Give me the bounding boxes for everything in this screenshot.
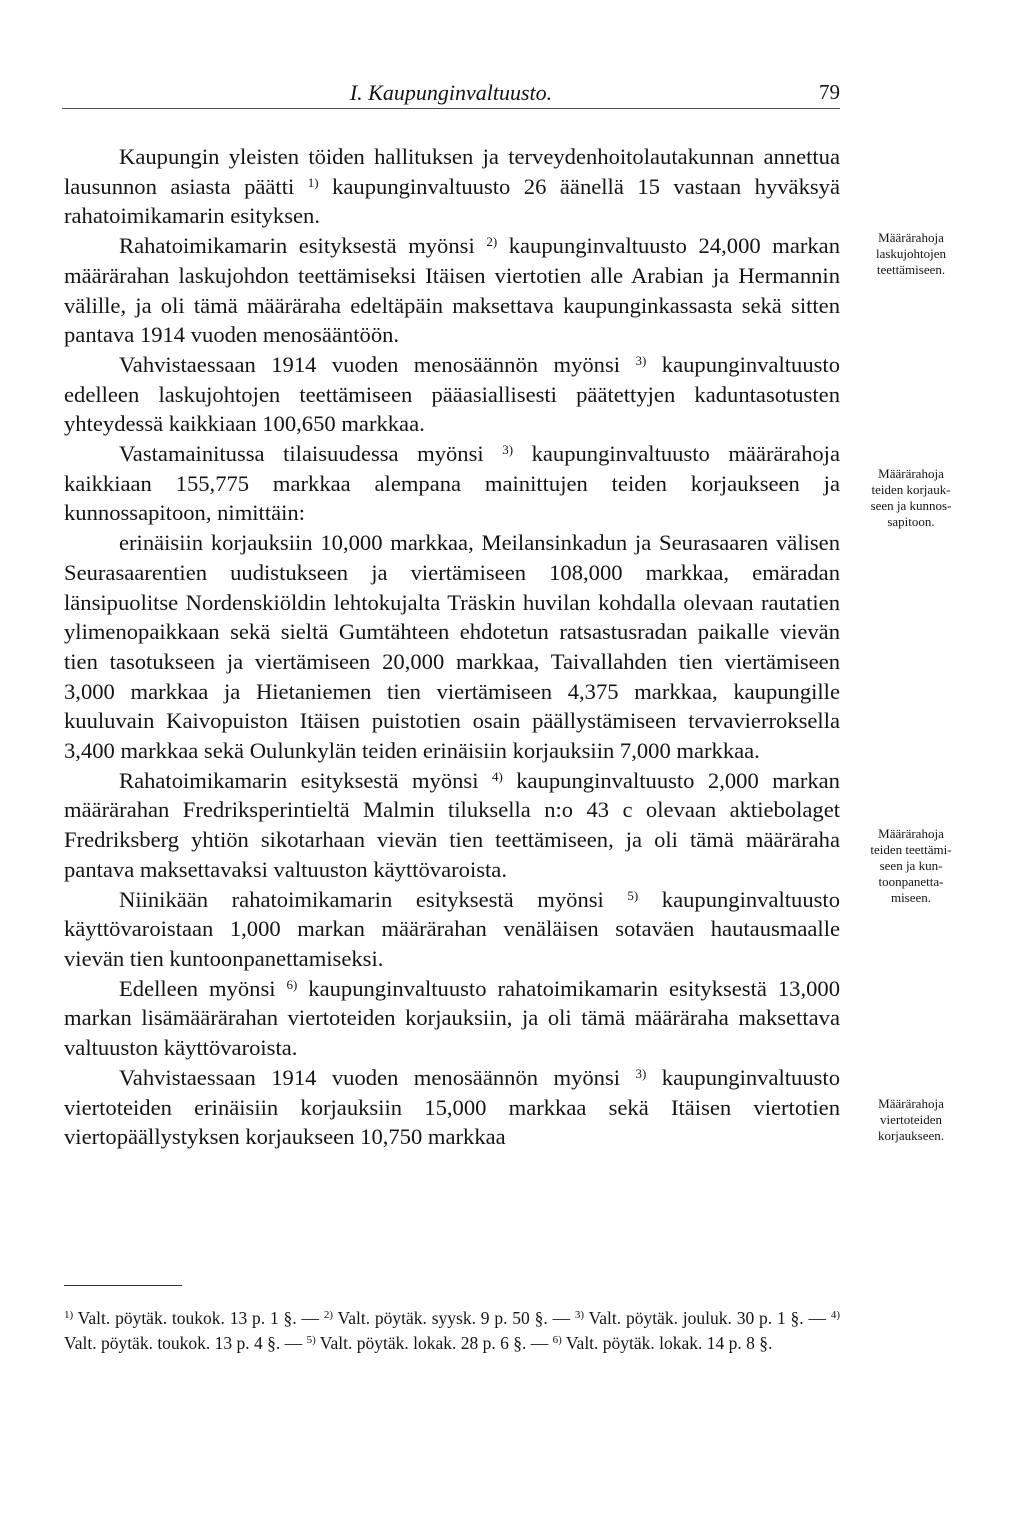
footnote-ref: 6) (286, 976, 298, 992)
margin-note: Määrärahoja teiden teettämi- seen ja kun- toonpanetta- miseen. (870, 826, 952, 905)
footnote-ref: 2) (486, 234, 498, 250)
running-title: I. Kaupunginvaltuusto. (349, 80, 553, 105)
footnote-ref: 5) (627, 887, 639, 903)
footnote-text: Valt. pöytäk. toukok. 13 p. 4 §. — (64, 1332, 307, 1353)
footnote-rule (64, 1285, 182, 1286)
footnote-ref: 4) (491, 768, 503, 784)
footnote-text: Valt. pöytäk. lokak. 14 p. 8 §. (561, 1332, 773, 1353)
running-header (62, 78, 840, 106)
footnote-marker: 4) (830, 1309, 841, 1321)
paragraph: erinäisiin korjauksiin 10,000 markkaa, Meilansinkadun ja Seurasaaren välisen Seurasaarentien uudistukseen ja viertämiseen 108,000 markkaa, emäradan länsipuolitse Nordenskiöldin lehtokujalta Träskin huvilan kohdalla olevaan rautatien ylimenopaikkaan sekä sieltä Gumtähteen ehdotetun ratsastusradan paikalle vievän tien tasotukseen ja viertämiseen 20,000 markkaa, Taivallahden tien viertämiseen 3,000 markkaa ja Hietaniemen tien viertämiseen 4,375 markkaa, kaupungille kuuluvain Kaivopuiston Itäisen puistotien osain päällystämiseen tervavierroksella 3,400 markkaa sekä Oulunkylän teiden erinäisiin korjauksiin 7,000 markkaa. (64, 530, 840, 764)
footnote-text: Valt. pöytäk. syysk. 9 p. 50 §. — (333, 1308, 575, 1328)
paragraph: Niinikään rahatoimikamarin esityksestä myönsi $^{5)}$ kaupunginvaltuusto käyttövaroistaan 1,000 markan määrärahan venäläisen sotaväen hautausmaalle vievän tien kuntoonpanettamiseksi. (64, 886, 841, 971)
paragraph: Rahatoimikamarin esityksestä myönsi $^{2)}$ kaupunginvaltuusto 24,000 markan määrärahan laskujohdon teettämiseksi Itäisen viertotien alle Arabian ja Hermannin välille, ja oli tämä määräraha edeltäpäin maksettava kaupunginkassasta sekä sitten pantava 1914 vuoden menosääntöön. (64, 233, 840, 348)
footnote-marker: 3) (574, 1309, 585, 1321)
footnote-ref: 3) (502, 442, 514, 458)
margin-note: Määrärahoja laskujohtojen teettämiseen. (875, 230, 947, 277)
footnote-ref: 3) (635, 352, 647, 368)
paragraph: Edelleen myönsi $^{6)}$ kaupunginvaltuusto rahatoimikamarin esityksestä 13,000 markan lisämäärärahan viertoteiden korjauksiin, ja oli tämä määräraha maksettava valtuuston käyttövaroista. (64, 975, 840, 1061)
margin-note: Määrärahoja viertoteiden korjaukseen. (877, 1096, 945, 1143)
margin-note: Määrärahoja teiden korjauk- seen ja kunnos- sapitoon. (870, 466, 952, 529)
footnotes (64, 1306, 840, 1355)
footnote-text: Valt. pöytäk. jouluk. 30 p. 1 §. — (584, 1308, 831, 1328)
footnote-marker: 5) (306, 1333, 316, 1346)
paragraph: Vahvistaessaan 1914 vuoden menosäännön myönsi $^{3)}$ kaupunginvaltuusto edelleen laskujohtojen teettämiseen pääasiallisesti päätettyjen kaduntasotusten yhteydessä kaikkiaan 100,650 markkaa. (64, 351, 840, 437)
body-text (64, 142, 840, 1152)
footnote-ref: 1) (307, 174, 319, 190)
footnote-text: Valt. pöytäk. toukok. 13 p. 1 §. — (73, 1308, 324, 1328)
paragraph: Vastamainitussa tilaisuudessa myönsi $^{3)}$ kaupunginvaltuusto määrärahoja kaikkiaan 155,775 markkaa alempana mainittujen teiden korjaukseen ja kunnossapitoon, nimittäin: (64, 441, 840, 526)
header-rule (62, 108, 840, 109)
page-number: 79 (819, 80, 840, 104)
paragraph: Rahatoimikamarin esityksestä myönsi $^{4)}$ kaupunginvaltuusto 2,000 markan määrärahan Fredriksperintieltä Malmin tiluksella n:o 43 c olevaan aktiebolaget Fredriksberg yhtiön sikotarhaan vievän tien teettämiseen, ja oli tämä määräraha pantava maksettavaksi valtuuston käyttövaroista. (64, 767, 840, 882)
footnote-marker: 1) (64, 1309, 74, 1321)
footnote-ref: 3) (635, 1065, 647, 1081)
footnote-text: Valt. pöytäk. lokak. 28 p. 6 §. — (315, 1332, 553, 1353)
paragraph: Kaupungin yleisten töiden hallituksen ja terveydenhoitolautakunnan annettua lausunnon asiasta päätti $^{1)}$ kaupunginvaltuusto 26 äänellä 15 vastaan hyväksyä rahatoimikamarin esityksen. (64, 144, 840, 229)
paragraph: Vahvistaessaan 1914 vuoden menosäännön myönsi $^{3)}$ kaupunginvaltuusto viertoteiden erinäisiin korjauksiin 15,000 markkaa sekä Itäisen viertotien viertopäällystyksen korjaukseen 10,750 markkaa (64, 1064, 840, 1150)
footnote-marker: 6) (552, 1333, 562, 1346)
footnote-marker: 2) (323, 1309, 333, 1321)
